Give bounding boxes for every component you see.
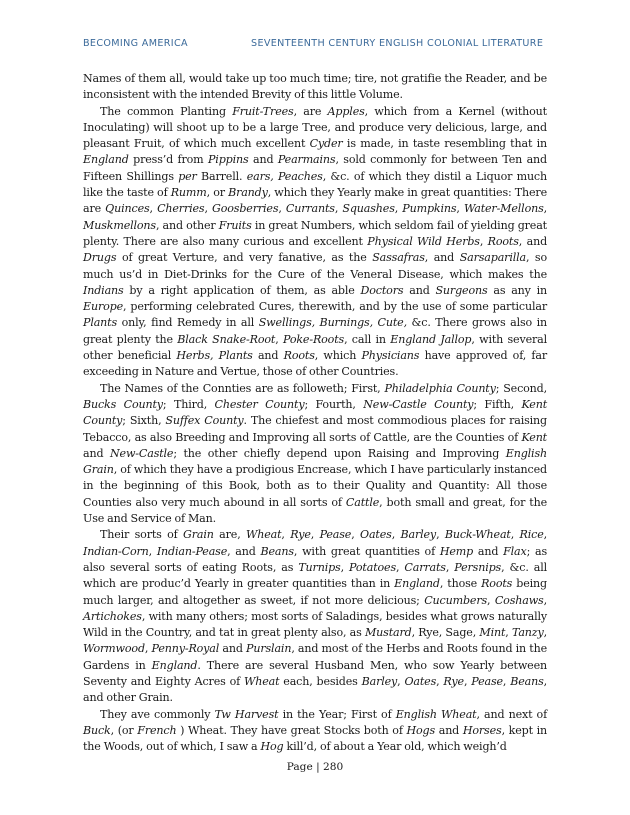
- header-book-title: BECOMING AMERICA: [83, 38, 188, 49]
- text-run: &c. There grows also in great plenty the: [83, 316, 547, 346]
- italic-text: Indian-Pease: [156, 544, 228, 558]
- header-section-title: SEVENTEENTH CENTURY ENGLISH COLONIAL LITERATURE: [251, 38, 544, 49]
- italic-text: England: [83, 153, 129, 167]
- italic-text: Squashes: [342, 202, 395, 216]
- text-run: . There are several Husband Men, who sow Yearly between Seventy and Eighty Acres of: [83, 658, 547, 688]
- text-run: ; Third,: [162, 397, 215, 411]
- italic-text: Currants: [285, 202, 335, 216]
- text-run: and: [83, 446, 110, 460]
- text-run: , and other Grain.: [83, 674, 547, 705]
- page-number: Page | 280: [286, 761, 344, 773]
- italic-text: Wheat: [243, 674, 280, 688]
- italic-text: Rice: [519, 528, 544, 542]
- text-run: , and next of: [476, 707, 548, 721]
- italic-text: Sassafras: [372, 251, 425, 265]
- italic-text: Chester County: [214, 397, 305, 411]
- italic-text: Barley: [361, 674, 398, 688]
- text-run: , call in: [344, 332, 391, 346]
- italic-text: Physical Wild Herbs: [367, 234, 480, 248]
- text-run: Names of them all, would take up too much time; tire, not gratifie the Reader, and be inconsistent with the intended Brevity of this little Volume.: [83, 72, 547, 102]
- italic-text: Roots: [283, 349, 315, 363]
- text-run: , and: [424, 251, 460, 265]
- italic-text: Pease: [471, 674, 503, 688]
- italic-text: Indian-Corn: [83, 544, 149, 558]
- italic-text: Wormwood: [83, 642, 145, 656]
- italic-text: Carrats: [404, 560, 446, 574]
- text-run: The Names of the Connties are as followeth; First,: [100, 381, 385, 395]
- italic-text: Black Snake-Root: [177, 332, 276, 346]
- italic-text: Water-Mellons: [463, 202, 544, 216]
- text-run: ; Fifth,: [473, 397, 522, 411]
- italic-text: Drugs: [83, 251, 117, 265]
- italic-text: Hog: [260, 740, 284, 754]
- italic-text: Pease: [319, 528, 352, 542]
- italic-text: Muskmellons: [83, 218, 156, 232]
- text-run: , and: [518, 234, 548, 248]
- italic-text: per: [178, 169, 197, 183]
- page-body: [83, 71, 547, 755]
- text-run: ,: [144, 642, 152, 656]
- text-run: , are: [293, 104, 328, 118]
- italic-text: Philadelphia County: [384, 381, 496, 395]
- text-run: ,: [278, 202, 286, 216]
- italic-text: Rumm: [170, 186, 207, 200]
- italic-text: Europe: [83, 300, 123, 314]
- text-run: ,: [397, 674, 405, 688]
- italic-text: Roots: [481, 577, 513, 591]
- italic-text: Oates: [404, 674, 437, 688]
- italic-text: Turnips: [298, 560, 341, 574]
- italic-text: Artichokes: [83, 609, 142, 623]
- text-run: , those: [439, 577, 482, 591]
- text-run: ,: [396, 560, 405, 574]
- text-run: ; as also several sorts of eating Roots, as: [83, 544, 547, 574]
- text-run: , kept in the Woods, out of which, I saw a: [83, 723, 547, 754]
- text-run: , and other: [155, 218, 219, 232]
- text-run: have approved of, far exceeding in Nature and Vertue, those of other Countries.: [83, 349, 547, 379]
- text-run: of great Verture, and very fanative, as the: [116, 251, 373, 265]
- text-run: ,: [351, 528, 361, 542]
- italic-text: Quinces: [105, 202, 150, 216]
- italic-text: Cyder: [309, 137, 343, 151]
- italic-text: Tanzy: [511, 626, 544, 640]
- text-run: ,: [334, 202, 343, 216]
- italic-text: New-Castle: [109, 446, 174, 460]
- text-run: , (or: [110, 723, 138, 737]
- italic-text: Pippins: [207, 153, 249, 167]
- text-run: ,: [436, 528, 445, 542]
- italic-text: Pumpkins: [402, 202, 457, 216]
- text-run: kill’d, of about a Year old, which weigh’d: [283, 740, 507, 754]
- italic-text: Physicians: [361, 349, 420, 363]
- text-run: ,: [543, 626, 547, 640]
- italic-text: Swellings, Burnings, Cute,: [258, 316, 407, 330]
- text-run: ,: [510, 528, 520, 542]
- text-run: ,: [310, 528, 320, 542]
- text-run: ,: [479, 234, 488, 248]
- text-run: Barrell.: [196, 169, 247, 183]
- italic-text: New-Castle County: [363, 397, 474, 411]
- italic-text: Cherries: [157, 202, 205, 216]
- italic-text: Indians: [83, 283, 124, 297]
- text-run: ,: [487, 593, 495, 607]
- italic-text: Fruit-Trees: [232, 104, 294, 118]
- italic-text: Buck-Wheat: [444, 528, 511, 542]
- text-run: , and: [227, 544, 261, 558]
- italic-text: Barley: [400, 528, 437, 542]
- italic-text: Beans: [260, 544, 294, 558]
- text-run: ,: [436, 674, 444, 688]
- italic-text: Poke-Roots: [282, 332, 345, 346]
- text-run: by a right application of them, as able: [123, 283, 361, 297]
- text-run: ,: [445, 560, 455, 574]
- italic-text: Rye: [443, 674, 464, 688]
- text-run: ,: [281, 528, 291, 542]
- text-run: ,: [543, 202, 548, 216]
- text-run: , which they Yearly make in great quantities: There are: [83, 186, 547, 216]
- text-run: Their sorts of: [100, 528, 184, 542]
- text-run: , of which they have a prodigious Encrease, which I have particularly instanced in the beginning of this Book, both as to their Quality and Quantity: All those Counties also very much abound in all sorts of: [83, 463, 547, 509]
- text-run: being much larger, and altogether as sweet, if not more delicious;: [83, 577, 547, 607]
- text-run: each, besides: [279, 674, 362, 688]
- text-run: only, find Remedy in all: [117, 316, 259, 330]
- italic-text: Fruits: [218, 218, 252, 232]
- text-run: ,: [505, 626, 512, 640]
- text-run: , with great quantities of: [293, 544, 440, 558]
- text-run: , or: [206, 186, 229, 200]
- text-run: , both small and great, for the Use and Service of Man.: [83, 495, 547, 526]
- text-run: and: [252, 349, 284, 363]
- text-run: ,: [463, 674, 472, 688]
- italic-text: Suffex County: [165, 414, 244, 428]
- italic-text: Purslain: [246, 642, 292, 656]
- text-run: ; Sixth,: [122, 414, 166, 428]
- text-run: as any in: [487, 283, 548, 297]
- italic-text: Cattle: [345, 495, 380, 509]
- text-run: They ave commonly: [100, 707, 215, 721]
- italic-text: Flax: [503, 544, 527, 558]
- text-run: , Rye, Sage,: [411, 626, 480, 640]
- italic-text: Kent: [521, 430, 547, 444]
- italic-text: Pearmains: [277, 153, 336, 167]
- italic-text: Sarsaparilla: [459, 251, 526, 265]
- italic-text: England: [394, 577, 440, 591]
- italic-text: Potatoes: [349, 560, 396, 574]
- text-run: in the Year; First of: [278, 707, 396, 721]
- text-run: ,: [340, 560, 350, 574]
- text-run: and: [473, 544, 504, 558]
- text-run: , performing celebrated Cures, therewith, and by the use of some particular: [123, 300, 547, 314]
- text-run: . The chiefest and most commodious places for raising Tebacco, as also Breeding and Improving all sorts of Cattle, are the Counties of: [83, 414, 547, 444]
- text-run: and: [248, 153, 278, 167]
- text-run: , which from a Kernel (without Inoculating) will shoot up to be a large Tree, and produce very delicious, large, and pleasant Fruit, of which much excellent: [83, 104, 547, 151]
- italic-text: Horses: [462, 723, 502, 737]
- italic-text: Doctors: [360, 283, 404, 297]
- italic-text: Beans: [510, 674, 544, 688]
- text-run: , so much us’d in Diet-Drinks for the Cure of the Veneral Disease, which makes the: [83, 251, 547, 281]
- italic-text: England Jallop: [390, 332, 472, 346]
- italic-text: Goosberries: [212, 202, 279, 216]
- text-run: ,: [275, 332, 283, 346]
- text-run: ,: [394, 202, 403, 216]
- italic-text: Rye: [290, 528, 311, 542]
- text-run: are,: [213, 528, 246, 542]
- italic-text: Tw Harvest: [214, 707, 279, 721]
- text-run: ) Wheat. They have great Stocks both of: [176, 723, 407, 737]
- italic-text: Mustard: [364, 626, 412, 640]
- italic-text: Oates: [360, 528, 392, 542]
- text-run: ; the other chiefly depend upon Raising and Improving: [173, 446, 506, 460]
- italic-text: Herbs, Plants: [176, 349, 253, 363]
- text-run: , and most of the Herbs and Roots found in the Gardens in: [83, 642, 547, 672]
- italic-text: Grain: [183, 528, 214, 542]
- text-run: The common Planting: [100, 104, 233, 118]
- paragraph: [83, 104, 547, 381]
- italic-text: Coshaws: [494, 593, 544, 607]
- text-run: , with many others; most sorts of Saladings, besides what grows naturally Wild in the Country, and tat in great plenty also, as: [83, 609, 547, 640]
- italic-text: Mint: [479, 626, 506, 640]
- text-run: is made, in taste resembling that in: [342, 137, 547, 151]
- italic-text: England: [151, 658, 198, 672]
- text-run: , &c. all which are produc’d Yearly in greater quantities than in: [83, 560, 547, 591]
- paragraph: [83, 527, 547, 706]
- text-run: ,: [456, 202, 464, 216]
- italic-text: Bucks County: [83, 397, 163, 411]
- italic-text: Penny-Royal: [151, 642, 220, 656]
- italic-text: Hogs: [406, 723, 436, 737]
- italic-text: Wheat: [245, 528, 282, 542]
- text-run: and: [219, 642, 247, 656]
- text-run: , which: [314, 349, 362, 363]
- text-run: ; Second,: [495, 381, 547, 395]
- italic-text: Kent County: [83, 397, 548, 428]
- text-run: ,: [543, 593, 547, 607]
- text-run: and: [403, 283, 436, 297]
- italic-text: French: [137, 723, 177, 737]
- paragraph: [83, 71, 547, 104]
- italic-text: Surgeons: [435, 283, 488, 297]
- italic-text: English Wheat: [395, 707, 477, 721]
- text-run: , with several other beneficial: [83, 332, 548, 363]
- italic-text: Hemp: [439, 544, 474, 558]
- italic-text: Apples: [327, 104, 365, 118]
- text-run: ,: [391, 528, 401, 542]
- text-run: , &c. of which they distil a Liquor much like the taste of: [83, 169, 547, 200]
- text-run: ,: [149, 202, 158, 216]
- italic-text: Brandy: [228, 186, 268, 200]
- italic-text: Roots: [487, 234, 519, 248]
- text-run: , sold commonly for between Ten and Fifteen Shillings: [83, 153, 547, 183]
- italic-text: Persnips: [454, 560, 502, 574]
- text-run: ,: [502, 674, 511, 688]
- text-run: ,: [204, 202, 213, 216]
- italic-text: Buck: [83, 723, 111, 737]
- paragraph: [83, 707, 547, 756]
- text-run: ,: [148, 544, 157, 558]
- italic-text: ears, Peaches: [246, 169, 323, 183]
- text-run: and: [435, 723, 463, 737]
- text-run: press’d from: [128, 153, 208, 167]
- italic-text: Plants: [83, 316, 118, 330]
- italic-text: English Grain: [83, 446, 547, 477]
- paragraph: [83, 381, 547, 528]
- text-run: ; Fourth,: [304, 397, 364, 411]
- text-run: ,: [543, 528, 548, 542]
- text-run: in great Numbers, which seldom fail of yielding great plenty. There are also many curious and excellent: [83, 218, 547, 248]
- italic-text: Cucumbers: [424, 593, 488, 607]
